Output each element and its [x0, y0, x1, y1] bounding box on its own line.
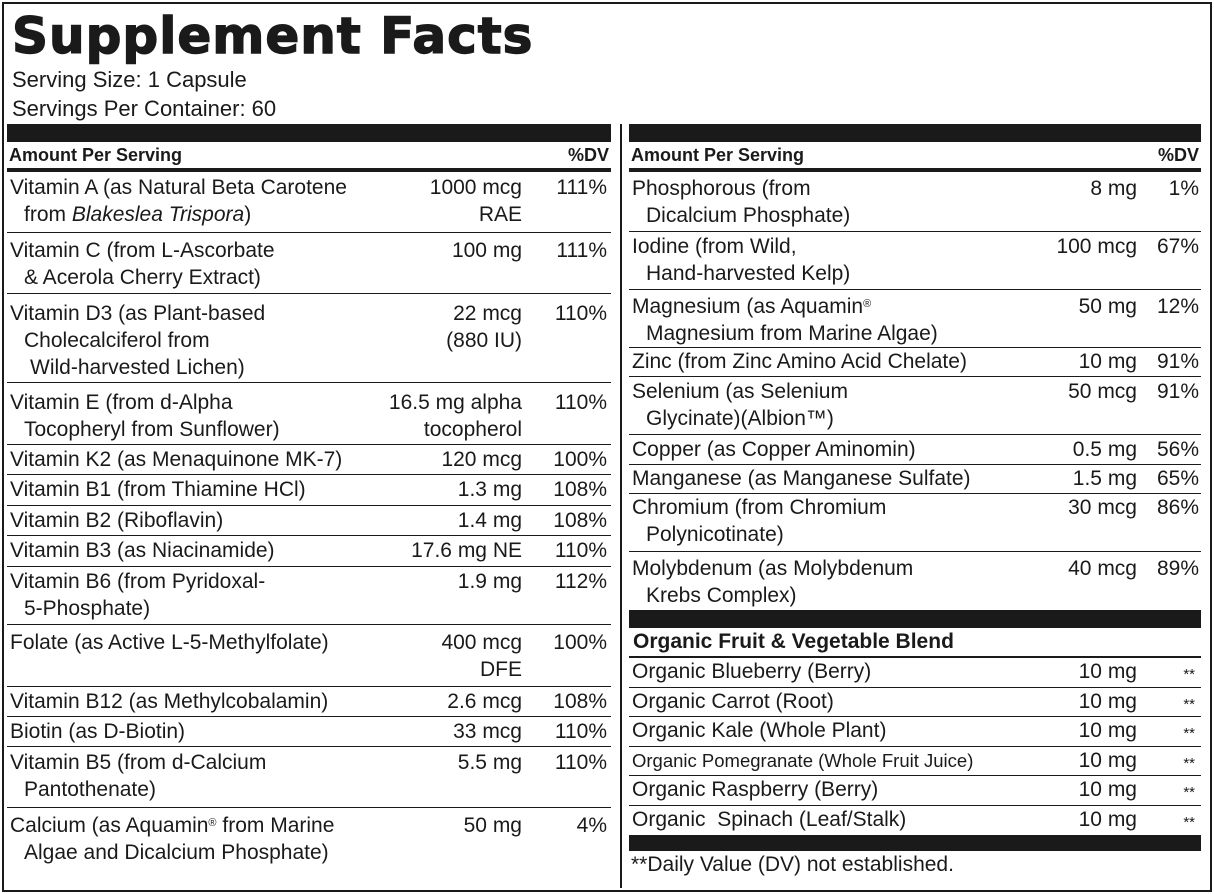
- nutrient-name: Vitamin B3 (as Niacinamide): [10, 539, 275, 562]
- nutrient-row: [629, 348, 1201, 377]
- nutrient-amount: 50 mg: [463, 814, 522, 837]
- nutrient-name: Vitamin A (as Natural Beta Carotene from Blakeslea Trispora): [10, 176, 347, 226]
- servings-per-container: Servings Per Container: 60: [12, 96, 277, 121]
- nutrient-dv: 110%: [554, 302, 607, 325]
- thick-rule: [629, 124, 1201, 142]
- nutrient-dv: 100%: [553, 448, 607, 471]
- nutrient-dv: 110%: [554, 751, 607, 774]
- nutrient-row: [7, 536, 611, 567]
- nutrient-dv: 67%: [1156, 235, 1199, 258]
- panel-title: Supplement Facts: [12, 7, 534, 65]
- nutrient-amount: 33 mcg: [453, 720, 522, 743]
- nutrient-dv: 108%: [553, 478, 607, 501]
- blend-row: [629, 776, 1201, 806]
- nutrient-row: [629, 232, 1201, 290]
- blend-item-name: Organic Spinach (Leaf/Stalk): [632, 807, 907, 831]
- blend-item-dv: **: [1183, 666, 1195, 683]
- nutrient-name: Vitamin E (from d-Alpha Tocopheryl from Sunflower): [10, 391, 280, 441]
- nutrient-name: Chromium (from Chromium Polynicotinate): [632, 496, 887, 546]
- nutrient-dv: 100%: [553, 631, 607, 654]
- thick-rule: [629, 835, 1201, 851]
- blend-item-name: Organic Carrot (Root): [632, 689, 834, 713]
- thick-rule: [7, 124, 611, 142]
- nutrient-name: Manganese (as Manganese Sulfate): [632, 467, 971, 490]
- blend-row: [629, 717, 1201, 747]
- blend-item-name: Organic Pomegranate (Whole Fruit Juice): [632, 749, 974, 771]
- nutrient-name: Vitamin K2 (as Menaquinone MK-7): [10, 448, 343, 471]
- nutrient-amount: 50 mg: [1078, 295, 1137, 318]
- nutrient-row: [629, 172, 1201, 232]
- nutrient-amount: 1.3 mg: [457, 478, 522, 501]
- nutrient-row: [7, 506, 611, 536]
- nutrient-name: Vitamin B1 (from Thiamine HCl): [10, 478, 306, 501]
- blend-row: [629, 658, 1201, 688]
- nutrient-amount: 1.5 mg: [1072, 467, 1137, 490]
- nutrient-row: [7, 294, 611, 383]
- serving-size: Serving Size: 1 Capsule: [12, 67, 247, 92]
- footnote: **Daily Value (DV) not established.: [631, 853, 954, 876]
- blend-item-dv: **: [1183, 784, 1195, 801]
- blend-item-amount: 10 mg: [1078, 660, 1137, 683]
- nutrient-name: Magnesium (as Aquamin® Magnesium from Marine Algae): [632, 295, 938, 345]
- nutrient-row: [7, 172, 611, 233]
- nutrient-row: [7, 687, 611, 717]
- nutrient-amount: 100 mg: [451, 239, 522, 262]
- nutrient-row: [7, 383, 611, 445]
- nutrient-name: Folate (as Active L-5-Methylfolate): [10, 631, 329, 654]
- thick-rule: [629, 610, 1201, 628]
- blend-row: [629, 806, 1201, 836]
- nutrient-dv: 111%: [556, 176, 607, 199]
- column-header: [629, 142, 1201, 168]
- nutrient-dv: 65%: [1156, 467, 1199, 490]
- nutrient-name: Vitamin D3 (as Plant-based Cholecalciferol from Wild-harvested Lichen): [10, 302, 266, 379]
- amount-per-serving-label: Amount Per Serving: [9, 144, 183, 165]
- blend-item-amount: 10 mg: [1078, 689, 1137, 713]
- blend-row: [629, 747, 1201, 777]
- nutrient-amount: 8 mg: [1090, 177, 1137, 200]
- nutrient-row: [7, 475, 611, 506]
- nutrient-dv: 4%: [576, 814, 607, 837]
- nutrient-name: Biotin (as D-Biotin): [10, 720, 186, 743]
- nutrient-dv: 112%: [554, 570, 607, 593]
- nutrient-amount: 40 mcg: [1068, 557, 1137, 580]
- nutrient-dv: 110%: [554, 391, 607, 414]
- nutrient-dv: 91%: [1156, 380, 1199, 403]
- nutrient-amount: 1000 mcg RAE: [429, 176, 522, 226]
- nutrient-row: [629, 494, 1201, 552]
- nutrient-amount: 100 mcg: [1056, 235, 1137, 258]
- amount-per-serving-label: Amount Per Serving: [631, 144, 805, 165]
- nutrient-row: [7, 233, 611, 294]
- nutrient-dv: 111%: [556, 239, 607, 262]
- nutrient-row: [7, 717, 611, 747]
- nutrient-name: Selenium (as Selenium Glycinate)(Albion™): [632, 380, 848, 430]
- nutrient-name: Calcium (as Aquamin® from Marine Algae and Dicalcium Phosphate): [10, 814, 335, 864]
- nutrient-dv: 91%: [1156, 350, 1199, 373]
- blend-item-dv: **: [1183, 754, 1195, 772]
- nutrient-name: Vitamin B6 (from Pyridoxal- 5-Phosphate): [10, 570, 266, 620]
- blend-item-name: Organic Blueberry (Berry): [632, 660, 872, 683]
- nutrient-row: [629, 435, 1201, 465]
- nutrient-amount: 50 mcg: [1068, 380, 1137, 403]
- nutrient-name: Vitamin B2 (Riboflavin): [10, 509, 224, 532]
- nutrient-row: [7, 567, 611, 625]
- nutrient-name: Phosphorous (from Dicalcium Phosphate): [632, 177, 851, 227]
- nutrient-dv: 110%: [554, 539, 607, 562]
- nutrient-row: [629, 377, 1201, 435]
- nutrient-name: Copper (as Copper Aminomin): [632, 438, 916, 461]
- nutrient-name: Iodine (from Wild, Hand-harvested Kelp): [632, 235, 851, 285]
- nutrient-amount: 30 mcg: [1068, 496, 1137, 519]
- blend-list: [629, 658, 1201, 835]
- nutrient-name: Molybdenum (as Molybdenum Krebs Complex): [632, 557, 914, 607]
- nutrient-amount: 1.4 mg: [457, 509, 522, 532]
- blend-item-amount: 10 mg: [1078, 719, 1137, 742]
- blend-title: Organic Fruit & Vegetable Blend: [633, 630, 954, 653]
- nutrient-name: Vitamin C (from L-Ascorbate & Acerola Cherry Extract): [10, 239, 275, 289]
- nutrient-dv: 89%: [1156, 557, 1199, 580]
- blend-row: [629, 688, 1201, 718]
- nutrient-dv: 110%: [554, 720, 607, 743]
- nutrient-dv: 12%: [1156, 295, 1199, 318]
- nutrient-amount: 1.9 mg: [457, 570, 522, 593]
- nutrient-amount: 400 mcg DFE: [441, 631, 522, 681]
- nutrient-row: [7, 747, 611, 808]
- nutrient-row: [7, 808, 611, 870]
- nutrient-dv: 108%: [553, 690, 607, 713]
- left-column: [7, 124, 611, 870]
- nutrient-row: [629, 465, 1201, 494]
- nutrient-amount: 5.5 mg: [457, 751, 522, 774]
- nutrient-amount: 22 mcg (880 IU): [446, 302, 522, 352]
- column-header: [7, 142, 611, 168]
- nutrient-row: [629, 290, 1201, 348]
- nutrient-name: Vitamin B12 (as Methylcobalamin): [10, 690, 329, 713]
- right-column: [629, 124, 1201, 879]
- blend-item-amount: 10 mg: [1078, 748, 1137, 772]
- nutrient-dv: 86%: [1156, 496, 1199, 519]
- nutrient-name: Vitamin B5 (from d-Calcium Pantothenate): [10, 751, 267, 801]
- nutrient-dv: 1%: [1168, 177, 1199, 200]
- nutrient-row: [7, 625, 611, 687]
- blend-item-dv: **: [1183, 695, 1195, 713]
- nutrient-row: [629, 552, 1201, 610]
- blend-item-name: Organic Kale (Whole Plant): [632, 719, 887, 742]
- dv-label: %DV: [567, 144, 609, 165]
- blend-item-amount: 10 mg: [1078, 778, 1137, 801]
- dv-label: %DV: [1157, 144, 1199, 165]
- nutrient-dv: 56%: [1156, 438, 1199, 461]
- nutrient-dv: 108%: [553, 509, 607, 532]
- blend-item-dv: **: [1183, 813, 1195, 831]
- blend-item-amount: 10 mg: [1078, 807, 1137, 831]
- nutrient-amount: 120 mcg: [441, 448, 522, 471]
- blend-item-name: Organic Raspberry (Berry): [632, 778, 879, 801]
- column-divider: [620, 124, 622, 888]
- nutrient-amount: 10 mg: [1078, 350, 1137, 373]
- nutrient-name: Zinc (from Zinc Amino Acid Chelate): [632, 350, 967, 373]
- blend-item-dv: **: [1183, 725, 1195, 742]
- nutrient-amount: 16.5 mg alpha tocopherol: [388, 391, 522, 441]
- nutrient-row: [7, 445, 611, 475]
- nutrient-amount: 2.6 mcg: [447, 690, 522, 713]
- nutrient-amount: 17.6 mg NE: [411, 539, 522, 562]
- nutrient-amount: 0.5 mg: [1072, 438, 1137, 461]
